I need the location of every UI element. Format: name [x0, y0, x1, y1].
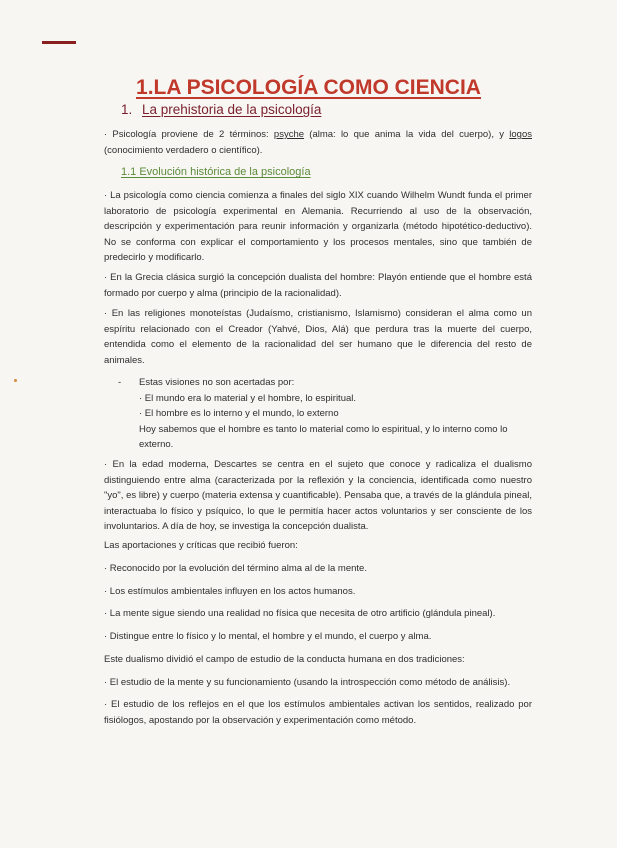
list-item: · El hombre es lo interno y el mundo, lo externo	[139, 408, 339, 419]
paragraph-grecia: · En la Grecia clásica surgió la concepción dualista del hombre: Playón entiende que el hombre está formado por cuerpo y alma (principio de la racionalidad).	[104, 272, 532, 299]
term-psyche: psyche	[273, 129, 305, 140]
page-title: 1.LA PSICOLOGÍA COMO CIENCIA	[136, 76, 481, 99]
paragraph-descartes: · En la edad moderna, Descartes se centra en el sujeto que conoce y radicaliza el dualismo distinguiendo entre alma (caracterizada por la reflexión y la conciencia, identificada como nuestro "yo", es libre) y cuerpo (materia extensa y cuantificable). Pensaba que, a través de la glándula pineal, interactuaba lo físico y psíquico, lo que le permitía hacer actos voluntarios y ser consciente de los involuntarios. A día de hoy, se investiga la concepción dualista.	[104, 459, 532, 532]
paragraph-wundt: · La psicología como ciencia comienza a finales del siglo XIX cuando Wilhelm Wundt funda el primer laboratorio de psicología experimental en Alemania. Recurriendo al uso de la observación, descripción y experimentación para reunir información y organizarla (método hipotético-deductivo). No se conforma con explicar el comportamiento y los procesos mentales, sino que también de predecirlo y modificarlo.	[104, 190, 532, 263]
section-heading	[121, 102, 321, 117]
visiones-intro: - Estas visiones no son acertadas por:	[118, 377, 295, 388]
intro-paragraph: · Psicología proviene de 2 términos: psyche (alma: lo que anima la vida del cuerpo), y logos (conocimiento verdadero o científico).	[104, 129, 532, 156]
list-item: · El mundo era lo material y el hombre, lo espiritual.	[139, 392, 357, 404]
paragraph-religiones: · En las religiones monoteístas (Judaísmo, cristianismo, Islamismo) consideran el alma como un espíritu relacionado con el Creador (Yahvé, Dios, Alá) que perdura tras la muerte del cuerpo, entendida como el elemento de la racionalidad del ser humano que le diferencia del resto de animales.	[104, 308, 532, 366]
section-number: 1.	[121, 102, 133, 117]
tradiciones-heading: Este dualismo dividió el campo de estudio de la conducta humana en dos tradiciones:	[104, 654, 465, 665]
term-logos: logos	[509, 129, 532, 140]
list-item: · El estudio de los reflejos en el que los estímulos ambientales activan los sentidos, realizado por fisiólogos, apostando por la observación y experimentación como método.	[104, 699, 532, 726]
list-item: · Reconocido por la evolución del término alma al de la mente.	[104, 563, 367, 574]
subsection-heading: 1.1 Evolución histórica de la psicología	[121, 166, 311, 178]
aportaciones-heading: Las aportaciones y críticas que recibió fueron:	[104, 540, 298, 551]
visiones-conclusion: Hoy sabemos que el hombre es tanto lo material como lo espiritual, y lo interno como lo externo.	[139, 423, 508, 450]
section-label: La prehistoria de la psicología	[142, 102, 322, 117]
list-item: · Distingue entre lo físico y lo mental, el hombre y el mundo, el cuerpo y alma.	[104, 631, 432, 642]
visiones-list	[118, 375, 532, 453]
scan-dot	[14, 379, 17, 382]
list-item: · La mente sigue siendo una realidad no física que necesita de otro artificio (glándula pineal).	[104, 608, 496, 619]
list-item: · El estudio de la mente y su funcionamiento (usando la introspección como método de análisis).	[104, 677, 511, 688]
scan-mark	[42, 41, 76, 44]
list-item: · Los estímulos ambientales influyen en los actos humanos.	[104, 586, 356, 597]
